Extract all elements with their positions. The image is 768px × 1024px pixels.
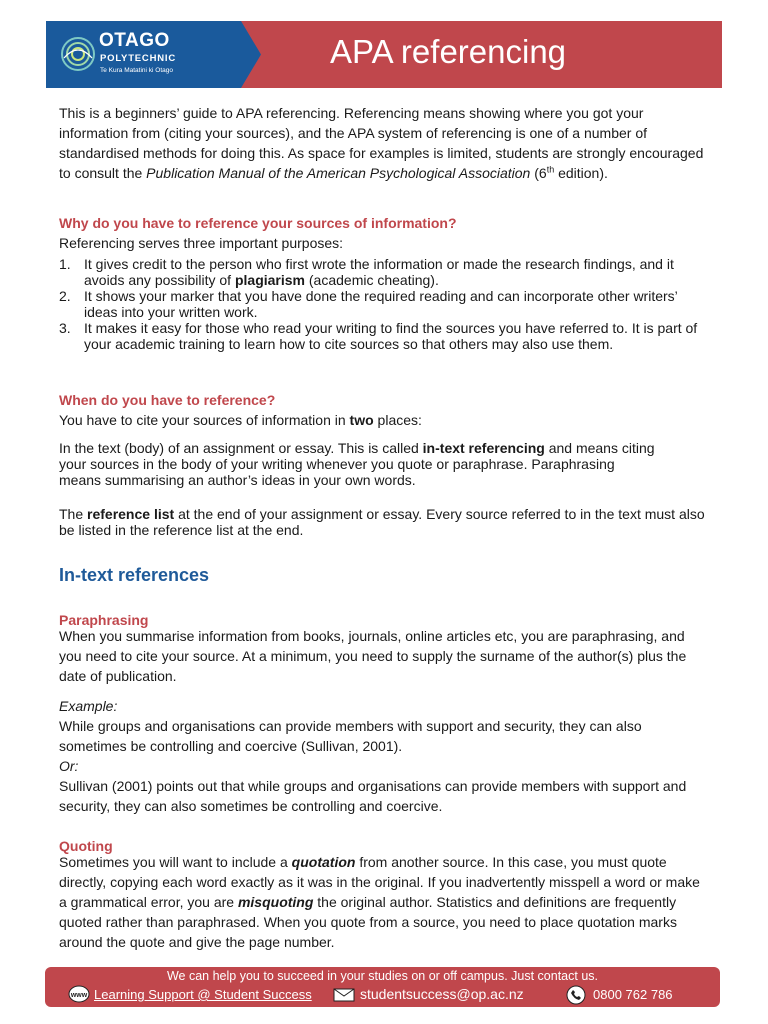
- intro-paragraph: This is a beginners’ guide to APA referencing. Referencing means showing where you got your information from (citing your sources), and the APA system of referencing is one of a number of standardised methods for doing this. As space for examples is limited, students are strongly encouraged to consult the Publication Manual of the American Psychological Association (6th edition).: [59, 105, 704, 181]
- or-label: Or:: [59, 758, 79, 774]
- example-one: While groups and organisations can provide members with support and security, they can also sometimes be controlling and coercive (Sullivan, 2001).: [59, 718, 642, 754]
- logo-name: OTAGO: [99, 30, 170, 51]
- svg-text:www: www: [70, 992, 88, 999]
- manual-title: Publication Manual of the American Psychological Association: [146, 165, 531, 181]
- quoting-heading: Quoting: [59, 838, 113, 854]
- envelope-icon: [333, 988, 355, 1002]
- paraphrasing-heading: Paraphrasing: [59, 612, 149, 628]
- why-lead: Referencing serves three important purposes:: [59, 235, 344, 251]
- otago-logo-icon: [60, 34, 96, 74]
- logo-maori-name: Te Kura Matatini ki Otago: [100, 67, 173, 74]
- intext-heading: In-text references: [59, 565, 210, 585]
- footer-contact-bar: [45, 967, 720, 1007]
- header-banner: [46, 21, 722, 88]
- learning-support-link[interactable]: Learning Support @ Student Success: [94, 987, 312, 1002]
- example-two: Sullivan (2001) points out that while groups and organisations can provide members with support and security, they can also sometimes be controlling and coercive.: [59, 778, 687, 814]
- in-text-paragraph: In the text (body) of an assignment or essay. This is called in-text referencing and means citing your sources in the body of your writing whenever you quote or paraphrase. Paraphrasing means summarising an author’s ideas in your own words.: [59, 440, 655, 488]
- purposes-list: [59, 256, 709, 352]
- logo-subtitle: POLYTECHNIC: [100, 53, 177, 64]
- when-lead: You have to cite your sources of information in two places:: [59, 412, 422, 428]
- globe-www-icon: [67, 985, 91, 1003]
- phone-number[interactable]: 0800 762 786: [593, 987, 673, 1002]
- page-title: APA referencing: [330, 33, 567, 70]
- why-heading: Why do you have to reference your sources of information?: [59, 215, 457, 231]
- paraphrasing-paragraph: When you summarise information from books, journals, online articles etc, you are paraphrasing, and you need to cite your source. At a minimum, you need to supply the surname of the author(s) plus the date of publication.: [59, 628, 687, 684]
- footer-tagline: We can help you to succeed in your studies on or off campus. Just contact us.: [166, 969, 599, 983]
- email-link[interactable]: studentsuccess@op.ac.nz: [360, 986, 524, 1002]
- logo: [46, 21, 261, 88]
- phone-icon: [566, 985, 586, 1005]
- when-heading: When do you have to reference?: [59, 392, 276, 408]
- quoting-paragraph: Sometimes you will want to include a quotation from another source. In this case, you must quote directly, copying each word exactly as it was in the original. If you inadvertently misspell a word or make a grammatical error, you are misquoting the original author. Statistics and definitions are frequently quoted rather than paraphrased. When you quote from a source, you need to place quotation marks around the quote and give the page number.: [59, 854, 700, 950]
- list-item: 2. It shows your marker that you have done the required reading and can incorporate other writers’ ideas into your written work.: [59, 288, 678, 320]
- list-item: 3. It makes it easy for those who read your writing to find the sources you have referred to. It is part of your academic training to learn how to cite sources so that others may also use them.: [59, 320, 698, 352]
- reference-list-paragraph: The reference list at the end of your assignment or essay. Every source referred to in the text must also be listed in the reference list at the end.: [59, 506, 705, 538]
- example-label: Example:: [59, 698, 118, 714]
- list-item: 1. It gives credit to the person who first wrote the information or made the research findings, and it avoids any possibility of plagiarism (academic cheating).: [59, 256, 674, 288]
